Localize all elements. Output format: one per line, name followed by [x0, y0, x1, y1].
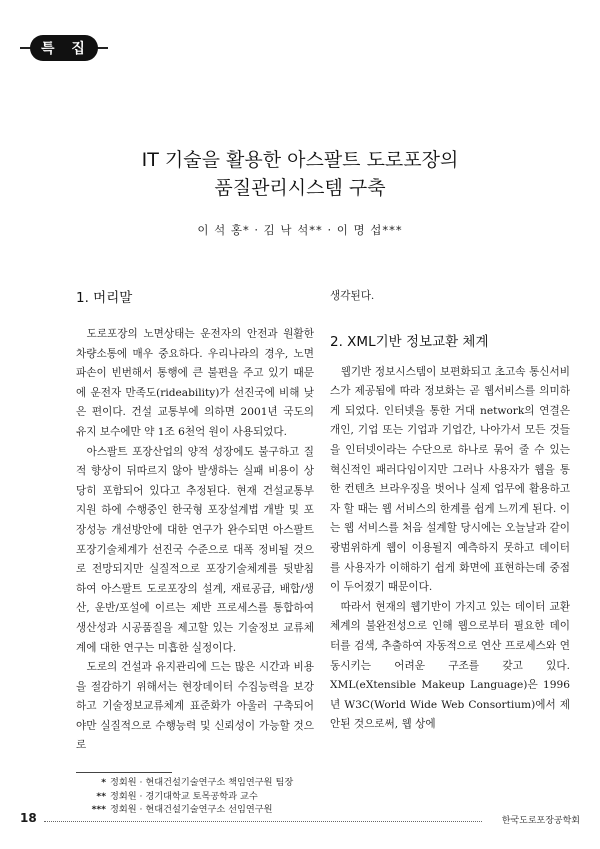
footnote-text: 정회원 · 경기대학교 토목공학과 교수: [110, 790, 258, 802]
author-list: 이 석 홍* · 김 낙 석** · 이 명 섭***: [197, 223, 403, 237]
body-paragraph: 아스팔트 포장산업의 양적 성장에도 불구하고 질적 향상이 뒤따르지 않아 발생하는 실패 비용이 상당히 포함되어 있다고 추정된다. 현재 건설교통부 지원 하에 수행중인 한국형 포장설계법 개발 및 포장성능 개선방안에 대한 연구가 완수되면 아스팔트 포장기술체계가 선진국 수준으로 대폭 정비될 것으로 전망되지만 실질적으로 포장기술체계를 뒷받침하여 아스팔트 도로포장의 설계, 재료공급, 배합/생산, 운반/포설에 이르는 제반 프로세스를 통합하여 생산성과 시공품질을 제고할 있는 기술정보 교류체계에 대한 연구는 미흡한 실정이다.: [76, 445, 314, 654]
article-title: [0, 146, 600, 202]
section-badge: 특 집: [30, 35, 98, 61]
footnote-rule: [76, 772, 172, 773]
footnote: [84, 790, 293, 804]
continuation-text: 생각된다.: [330, 290, 375, 302]
title-line-2: 품질관리시스템 구축: [214, 177, 386, 199]
footnote-marker: ***: [91, 804, 106, 816]
body-paragraph: 웹기반 정보시스템이 보편화되고 초고속 통신서비스가 제공됨에 따라 정보화는 곧 웹서비스를 의미하게 되었다. 인터넷을 통한 거대 network의 연결은 개인, 기업 또는 기업과 기업간, 나아가서 모든 것들을 인터넷이라는 수단으로 하나로 묶어 줄 수 있는 혁신적인 패러다임이지만 그러나 사용자가 웹을 통한 컨텐츠 브라우징을 벗어나 실제 업무에 활용하고자 할 때는 웹 서비스의 한계를 쉽게 느끼게 된다. 이는 웹 서비스를 처음 설계할 당시에는 오늘날과 같이 광범위하게 웹이 이용될지 예측하지 못하고 데이터를 사용자가 이해하기 쉽게 화면에 표현하는데 중점이 두어졌기 때문이다.: [330, 365, 570, 594]
footer-rule: [44, 821, 482, 822]
section-heading-intro: 1. 머리말: [76, 290, 133, 306]
footnote: [84, 803, 293, 817]
body-paragraph: 따라서 현재의 웹기반이 가지고 있는 데이터 교환체계의 불완전성으로 인해 웹으로부터 필요한 데이터를 검색, 추출하여 자동적으로 연산 프로세스와 연동시키는 어려운 구조를 갖고 있다. XML(eXtensible Makeup Language)은 1996년 W3C(World Wide Web Consortium)에서 제안된 것으로써, 웹 상에: [330, 600, 570, 731]
title-line-1: IT 기술을 활용한 아스팔트 도로포장의: [141, 149, 459, 171]
footnotes: [84, 776, 293, 817]
footnote-text: 정회원 · 현대건설기술연구소 선임연구원: [110, 804, 273, 816]
section-heading-xml: 2. XML기반 정보교환 체계: [330, 333, 489, 350]
footnote-marker: **: [96, 790, 106, 802]
footnote-marker: *: [101, 777, 106, 788]
left-column: [76, 287, 314, 756]
journal-name: 한국도로포장공학회: [501, 816, 580, 826]
footnote: [84, 776, 293, 790]
right-column: [330, 287, 570, 735]
page-number: 18: [20, 811, 37, 825]
body-paragraph: 도로포장의 노면상태는 운전자의 안전과 원활한 차량소통에 매우 중요하다. 우리나라의 경우, 노면 파손이 빈번해서 통행에 큰 불편을 주고 있기 때문에 운전자 만족도(rideability)가 선진국에 비해 낮은 편이다. 건설 교통부에 의하면 2001년 국도의 유지 보수에만 약 1조 6천억 원이 사용되었다.: [76, 328, 314, 438]
footnote-text: 정회원 · 현대건설기술연구소 책임연구원 팀장: [110, 777, 294, 788]
body-paragraph: 도로의 건설과 유지관리에 드는 많은 시간과 비용을 절감하기 위해서는 현장데이터 수집능력을 보강하고 기술정보교류체계 표준화가 아울러 구축되어야만 실질적으로 수행능력 및 신뢰성이 가능할 것으로: [76, 661, 314, 752]
